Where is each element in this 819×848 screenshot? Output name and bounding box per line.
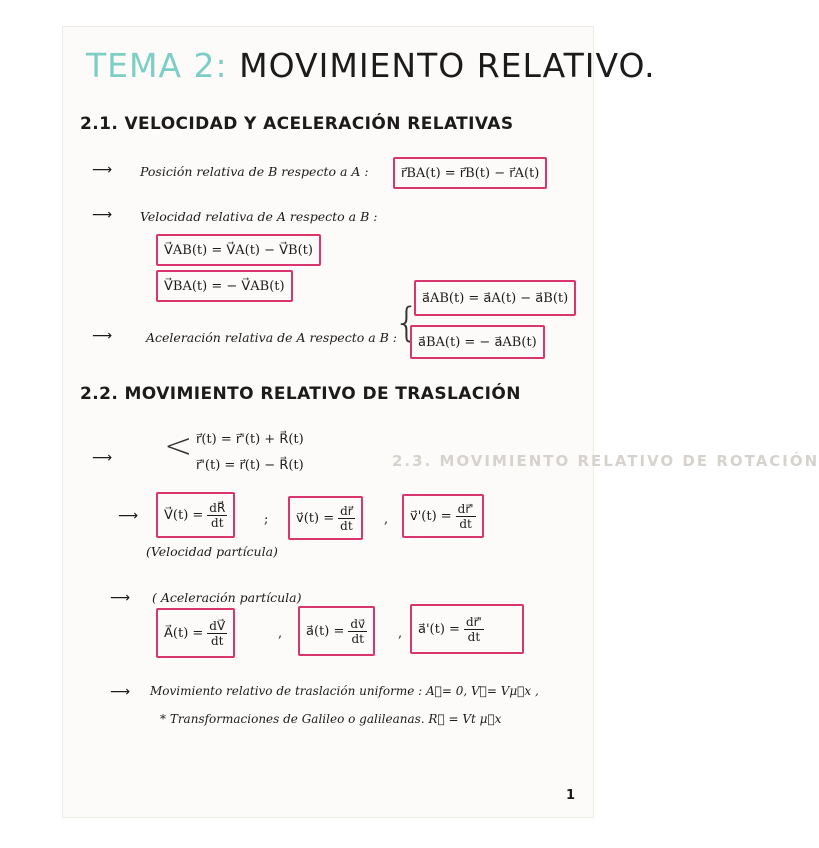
velocity-frame-lhs: V⃗(t) = [164,507,204,523]
arrow-bullet: ⟶ [92,162,113,178]
fraction-denominator: dt [459,516,472,531]
position-relation-2: r⃗'(t) = r⃗(t) − R⃗(t) [196,458,304,473]
fraction-denominator: dt [210,633,224,648]
acceleration-relative-lhs: a⃗'(t) = [418,621,460,637]
fraction-numerator: dr⃗' [465,614,482,629]
acceleration-frame-fraction [207,619,227,648]
acceleration-box-particle [298,606,375,656]
fraction-numerator: dv⃗ [350,616,366,631]
arrow-bullet: ⟶ [110,684,131,700]
posicion-label: Posición relativa de B respecto a A : [140,164,369,179]
left-brace: { [394,300,420,346]
left-brace: < [164,426,193,466]
acceleration-frame-lhs: A⃗(t) = [164,625,204,641]
velocidad-equation-box-1: V⃗AB(t) = V⃗A(t) − V⃗B(t) [156,234,321,266]
section-heading-2-1: 2.1. VELOCIDAD Y ACELERACIÓN RELATIVAS [80,114,514,134]
velocity-frame-fraction [207,501,227,530]
fraction-denominator: dt [340,518,353,533]
galileo-line: * Transformaciones de Galileo o galileanas. R⃗ = Vt μ⃗x [160,712,502,726]
arrow-bullet: ⟶ [110,590,131,606]
bleed-through-heading: 2.3. MOVIMIENTO RELATIVO DE ROTACIÓN [392,452,819,470]
velocity-relative-fraction [456,502,476,531]
page-title [86,46,656,85]
acceleration-particle-fraction [348,617,367,646]
fraction-denominator: dt [211,515,224,530]
aceleracion-particula-note: ( Aceleración partícula) [152,590,302,605]
position-relation-1: r⃗(t) = r⃗'(t) + R⃗(t) [196,432,304,447]
velocity-box-particle [288,496,363,540]
separator: , [384,512,389,527]
uniforme-line: Movimiento relativo de traslación uniforme : A⃗= 0, V⃗= Vμ⃗x , [150,684,539,698]
fraction-numerator: dr⃗' [457,501,474,516]
aceleracion-equation-box-2: a⃗BA(t) = − a⃗AB(t) [410,325,545,359]
velocity-particle-lhs: v⃗(t) = [296,510,335,526]
fraction-denominator: dt [467,629,481,644]
page-number: 1 [566,788,576,803]
velocity-relative-lhs: v⃗'(t) = [410,508,452,524]
aceleracion-label: Aceleración relativa de A respecto a B : [146,330,398,345]
separator: ; [264,512,269,527]
fraction-denominator: dt [351,631,365,646]
arrow-bullet: ⟶ [92,207,113,223]
acceleration-particle-lhs: a⃗(t) = [306,623,345,639]
arrow-bullet: ⟶ [92,450,113,466]
arrow-bullet: ⟶ [92,328,113,344]
posicion-equation-box: r⃗BA(t) = r⃗B(t) − r⃗A(t) [393,157,547,189]
title-colon: : [215,46,228,85]
title-prefix: TEMA 2 [86,46,216,85]
title-rest: MOVIMIENTO RELATIVO. [239,46,656,85]
acceleration-box-frame [156,608,235,658]
aceleracion-equation-box-1: a⃗AB(t) = a⃗A(t) − a⃗B(t) [414,280,576,316]
velocity-box-relative [402,494,484,538]
arrow-bullet: ⟶ [118,508,139,524]
velocity-box-frame [156,492,235,538]
notebook-page [62,26,594,818]
section-heading-2-2: 2.2. MOVIMIENTO RELATIVO DE TRASLACIÓN [80,384,521,404]
fraction-numerator: dr⃗ [340,503,353,518]
velocidad-label: Velocidad relativa de A respecto a B : [140,209,378,224]
separator: , [278,626,283,641]
fraction-numerator: dV⃗ [209,618,226,633]
fraction-numerator: dR⃗ [209,500,226,515]
velocity-particle-fraction [338,504,355,533]
velocidad-equation-box-2: V⃗BA(t) = − V⃗AB(t) [156,270,293,302]
velocidad-particula-note: (Velocidad partícula) [146,544,278,559]
separator: , [398,626,403,641]
acceleration-box-relative [410,604,524,654]
acceleration-relative-fraction [464,615,484,644]
